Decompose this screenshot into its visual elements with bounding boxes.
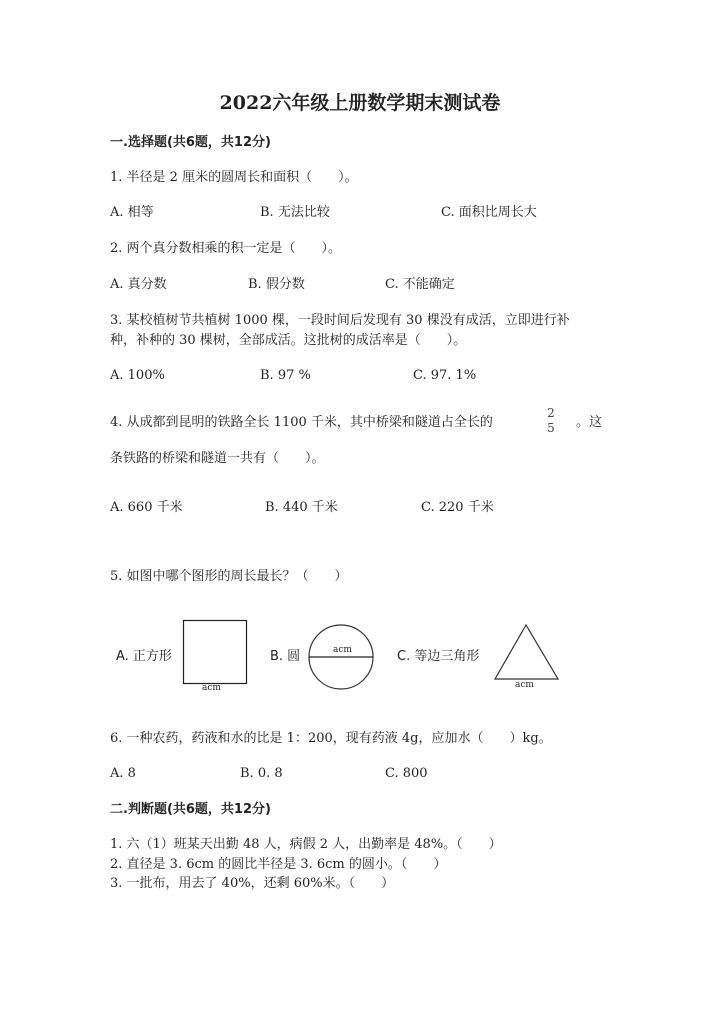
q2-option-c: C. 不能确定 — [385, 277, 455, 292]
q1-option-b: B. 无法比较 — [260, 205, 330, 220]
circle-figure — [306, 623, 376, 691]
q4-option-b: B. 440 千米 — [265, 500, 338, 515]
question-4-line-2: 条铁路的桥梁和隧道一共有（ ）。 — [110, 451, 325, 466]
fraction-denominator: 5 — [547, 421, 555, 435]
q6-option-b: B. 0. 8 — [240, 766, 283, 781]
question-3-line-1: 3. 某校植树节共植树 1000 棵，一段时间后发现有 30 棵没有成活，立即进行补 — [110, 313, 570, 328]
figure-c-label: C. 等边三角形 — [397, 649, 480, 664]
question-6: 6. 一种农药，药液和水的比是 1：200，现有药液 4g，应加水（ ）kg。 — [110, 731, 552, 746]
page-title: 2022六年级上册数学期末测试卷 — [219, 92, 501, 114]
q3-option-a: A. 100% — [110, 368, 165, 383]
q6-option-c: C. 800 — [385, 766, 428, 781]
square-dim-label: acm — [202, 683, 221, 693]
question-1: 1. 半径是 2 厘米的圆周长和面积（ ）。 — [110, 170, 358, 185]
circle-dim-label: acm — [333, 645, 352, 655]
q2-option-b: B. 假分数 — [248, 277, 305, 292]
q3-option-b: B. 97 % — [260, 368, 311, 383]
question-2: 2. 两个真分数相乘的积一定是（ ）。 — [110, 241, 342, 256]
figure-a-label: A. 正方形 — [116, 649, 172, 664]
fraction-two-fifths — [544, 406, 558, 436]
section-1-heading: 一.选择题(共6题，共12分) — [110, 135, 271, 150]
q2-option-a: A. 真分数 — [110, 277, 167, 292]
q1-option-a: A. 相等 — [110, 205, 154, 220]
q4-option-a: A. 660 千米 — [110, 500, 183, 515]
figure-b-label: B. 圆 — [270, 649, 301, 664]
triangle-dim-label: acm — [515, 680, 534, 690]
judgement-item-2: 2. 直径是 3. 6cm 的圆比半径是 3. 6cm 的圆小。（ ） — [110, 857, 447, 872]
fraction-numerator: 2 — [547, 406, 555, 420]
question-4-line-1: 4. 从成都到昆明的铁路全长 1100 千米，其中桥梁和隧道占全长的 — [110, 415, 493, 430]
q1-option-c: C. 面积比周长大 — [441, 205, 537, 220]
question-5: 5. 如图中哪个图形的周长最长？（ ） — [110, 569, 348, 584]
triangle-figure — [492, 622, 562, 682]
question-3-line-2: 种，补种的 30 棵树，全部成活。这批树的成活率是（ ）。 — [110, 333, 467, 348]
q4-option-c: C. 220 千米 — [421, 500, 494, 515]
section-2-heading: 二.判断题(共6题，共12分) — [110, 802, 271, 817]
judgement-item-1: 1. 六（1）班某天出勤 48 人，病假 2 人，出勤率是 48%。（ ） — [110, 837, 502, 852]
judgement-item-3: 3. 一批布，用去了 40%，还剩 60%米。（ ） — [110, 876, 395, 891]
question-4-line-1-end: 。这 — [576, 415, 603, 430]
q6-option-a: A. 8 — [110, 766, 136, 781]
q3-option-c: C. 97. 1% — [413, 368, 477, 383]
